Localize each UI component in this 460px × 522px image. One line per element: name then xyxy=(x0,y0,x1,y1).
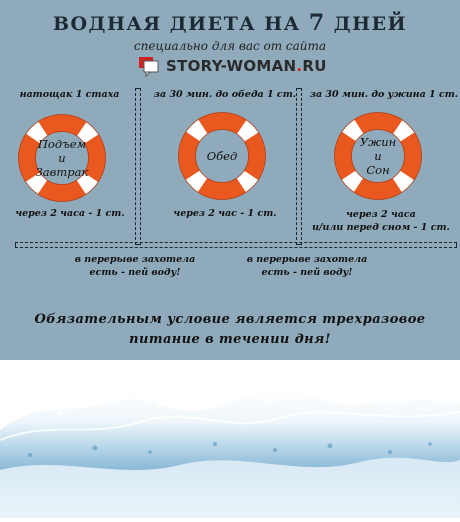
site-logo[interactable] xyxy=(138,55,327,77)
ring-label-dinner: Ужин и Сон xyxy=(359,135,397,177)
caption-lunch-before: за 30 мин. до обеда 1 ст. xyxy=(153,89,297,100)
caption-dinner-after: через 2 часа и/или перед сном - 1 ст. xyxy=(312,209,450,233)
footer-statement: Обязательным условие является трехразовое питание в течении дня! xyxy=(34,312,426,347)
caption-breakfast-before: натощак 1 стаха xyxy=(19,89,120,100)
ring-label-lunch: Обед xyxy=(206,149,238,163)
caption-breakfast-after: через 2 часа - 1 ст. xyxy=(15,208,125,219)
logo-text: STORY-WOMAN.RU xyxy=(166,57,327,75)
speech-bubble-icon xyxy=(138,55,160,77)
divider-horizontal xyxy=(15,242,457,248)
life-ring-breakfast xyxy=(14,110,110,206)
caption-lunch-after: через 2 час - 1 ст. xyxy=(173,208,277,219)
break-note-2: в перерыве захотела есть - пей воду! xyxy=(246,254,368,278)
subtitle: специально для вас от сайта xyxy=(133,39,327,53)
page-title: ВОДНАЯ ДИЕТА НА 7 ДНЕЙ xyxy=(52,10,408,36)
life-ring-dinner xyxy=(330,108,426,204)
ring-label-breakfast: Подъем и Завтрак xyxy=(35,137,89,179)
life-ring-lunch xyxy=(174,108,270,204)
water-splash-image xyxy=(0,360,460,518)
divider-left xyxy=(135,88,141,245)
caption-dinner-before: за 30 мин. до ужина 1 ст. xyxy=(309,89,459,100)
break-note-1: в перерыве захотела есть - пей воду! xyxy=(74,254,196,278)
